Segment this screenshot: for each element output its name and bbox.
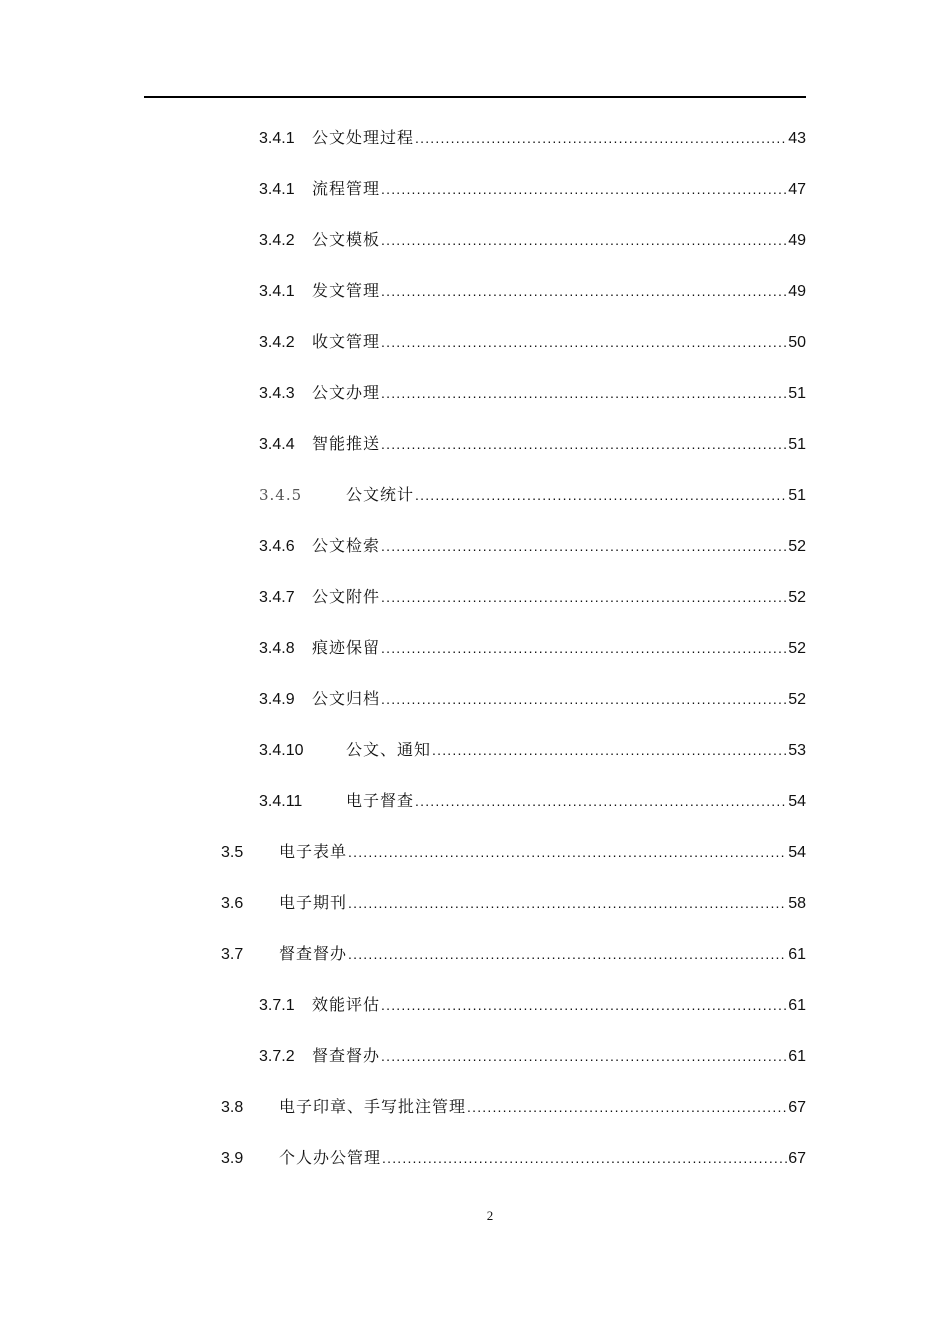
toc-entry[interactable] <box>221 838 806 866</box>
toc-number: 3.6 <box>221 895 244 912</box>
toc-page: 49 <box>788 232 806 249</box>
toc-number: 3.5 <box>221 844 244 861</box>
toc-number: 3.4.5 <box>259 486 303 504</box>
toc-entry[interactable] <box>259 736 806 764</box>
toc-leader <box>381 277 787 306</box>
toc-number: 3.4.3 <box>259 385 295 402</box>
toc-title: 公文模板 <box>312 230 381 249</box>
toc-number: 3.4.1 <box>259 283 295 300</box>
toc-page: 53 <box>788 742 806 759</box>
toc-number: 3.4.1 <box>259 181 295 198</box>
toc-entry[interactable] <box>259 634 806 662</box>
toc-number: 3.4.2 <box>259 232 295 249</box>
toc-number: 3.4.1 <box>259 130 295 147</box>
toc-page: 52 <box>788 691 806 708</box>
toc-entry[interactable] <box>259 1042 806 1070</box>
page-number: 2 <box>486 1208 494 1223</box>
toc-title: 痕迹保留 <box>312 638 381 657</box>
toc-entry[interactable] <box>259 532 806 560</box>
toc-page: 52 <box>788 640 806 657</box>
toc-title: 发文管理 <box>312 281 381 300</box>
toc-number: 3.4.6 <box>259 538 295 555</box>
toc-page: 47 <box>788 181 806 198</box>
toc-entry[interactable] <box>259 430 806 458</box>
toc-leader <box>381 583 787 612</box>
toc-title: 公文附件 <box>312 587 381 606</box>
toc-entry[interactable] <box>259 583 806 611</box>
toc-page: 51 <box>788 385 806 402</box>
toc-number: 3.4.4 <box>259 436 295 453</box>
toc-title: 公文、通知 <box>346 740 432 759</box>
toc-page: 49 <box>788 283 806 300</box>
toc-entry[interactable] <box>259 175 806 203</box>
toc-title: 电子督查 <box>346 791 415 810</box>
toc-title: 公文检索 <box>312 536 381 555</box>
toc-title: 收文管理 <box>312 332 381 351</box>
toc-title: 电子表单 <box>279 842 348 861</box>
toc-leader <box>381 379 787 408</box>
toc-leader <box>415 124 787 153</box>
toc-entry[interactable] <box>259 685 806 713</box>
toc-leader <box>381 175 787 204</box>
toc-entry[interactable] <box>259 226 806 254</box>
toc-number: 3.4.9 <box>259 691 295 708</box>
toc-leader <box>381 430 787 459</box>
toc-entry[interactable] <box>259 277 806 305</box>
toc-page: 51 <box>788 487 806 504</box>
toc-entry[interactable] <box>221 1093 806 1121</box>
toc-number: 3.4.8 <box>259 640 295 657</box>
toc-number: 3.7 <box>221 946 244 963</box>
toc-page: 58 <box>788 895 806 912</box>
toc-entry[interactable] <box>259 328 806 356</box>
toc-entry[interactable] <box>259 481 806 509</box>
toc-title: 个人办公管理 <box>279 1148 382 1167</box>
toc-number: 3.4.7 <box>259 589 295 606</box>
toc-page: 43 <box>788 130 806 147</box>
toc-leader <box>415 787 787 816</box>
toc-leader <box>432 736 787 765</box>
header-rule <box>144 96 806 98</box>
toc-number: 3.4.11 <box>259 793 303 810</box>
toc-title: 督查督办 <box>312 1046 381 1065</box>
toc-number: 3.9 <box>221 1150 244 1167</box>
toc-title: 智能推送 <box>312 434 381 453</box>
toc-entry[interactable] <box>221 1144 806 1172</box>
toc-leader <box>381 991 787 1020</box>
toc-entry[interactable] <box>259 787 806 815</box>
toc-title: 效能评估 <box>312 995 381 1014</box>
toc-leader <box>348 889 787 918</box>
toc-page: 61 <box>788 997 806 1014</box>
toc-leader <box>381 532 787 561</box>
toc-leader <box>467 1093 787 1122</box>
toc-page: 67 <box>788 1099 806 1116</box>
toc-page: 54 <box>788 793 806 810</box>
toc-title: 公文统计 <box>346 485 415 504</box>
toc-page: 54 <box>788 844 806 861</box>
toc-leader <box>381 1042 787 1071</box>
toc-entry[interactable] <box>259 991 806 1019</box>
toc-title: 公文办理 <box>312 383 381 402</box>
toc-entry[interactable] <box>221 940 806 968</box>
toc-number: 3.4.10 <box>259 742 304 759</box>
toc-leader <box>381 634 787 663</box>
toc-number: 3.8 <box>221 1099 244 1116</box>
toc-leader <box>381 226 787 255</box>
toc-number: 3.4.2 <box>259 334 295 351</box>
toc-title: 督查督办 <box>279 944 348 963</box>
toc-page: 61 <box>788 946 806 963</box>
toc-number: 3.7.2 <box>259 1048 295 1065</box>
toc-page: 52 <box>788 538 806 555</box>
toc-number: 3.7.1 <box>259 997 295 1014</box>
toc-entry[interactable] <box>259 124 806 152</box>
toc-entry[interactable] <box>259 379 806 407</box>
toc-page: 61 <box>788 1048 806 1065</box>
toc-leader <box>415 481 787 510</box>
toc-leader <box>382 1144 787 1173</box>
toc-leader <box>381 685 787 714</box>
toc-page: 50 <box>788 334 806 351</box>
toc-title: 公文归档 <box>312 689 381 708</box>
toc-title: 流程管理 <box>312 179 381 198</box>
toc-page: 52 <box>788 589 806 606</box>
toc-leader <box>381 328 787 357</box>
toc-entry[interactable] <box>221 889 806 917</box>
toc-leader <box>348 940 787 969</box>
toc-title: 电子印章、手写批注管理 <box>279 1097 467 1116</box>
toc-title: 公文处理过程 <box>312 128 415 147</box>
toc-page: 51 <box>788 436 806 453</box>
toc-leader <box>348 838 787 867</box>
toc-page: 67 <box>788 1150 806 1167</box>
toc-title: 电子期刊 <box>279 893 348 912</box>
